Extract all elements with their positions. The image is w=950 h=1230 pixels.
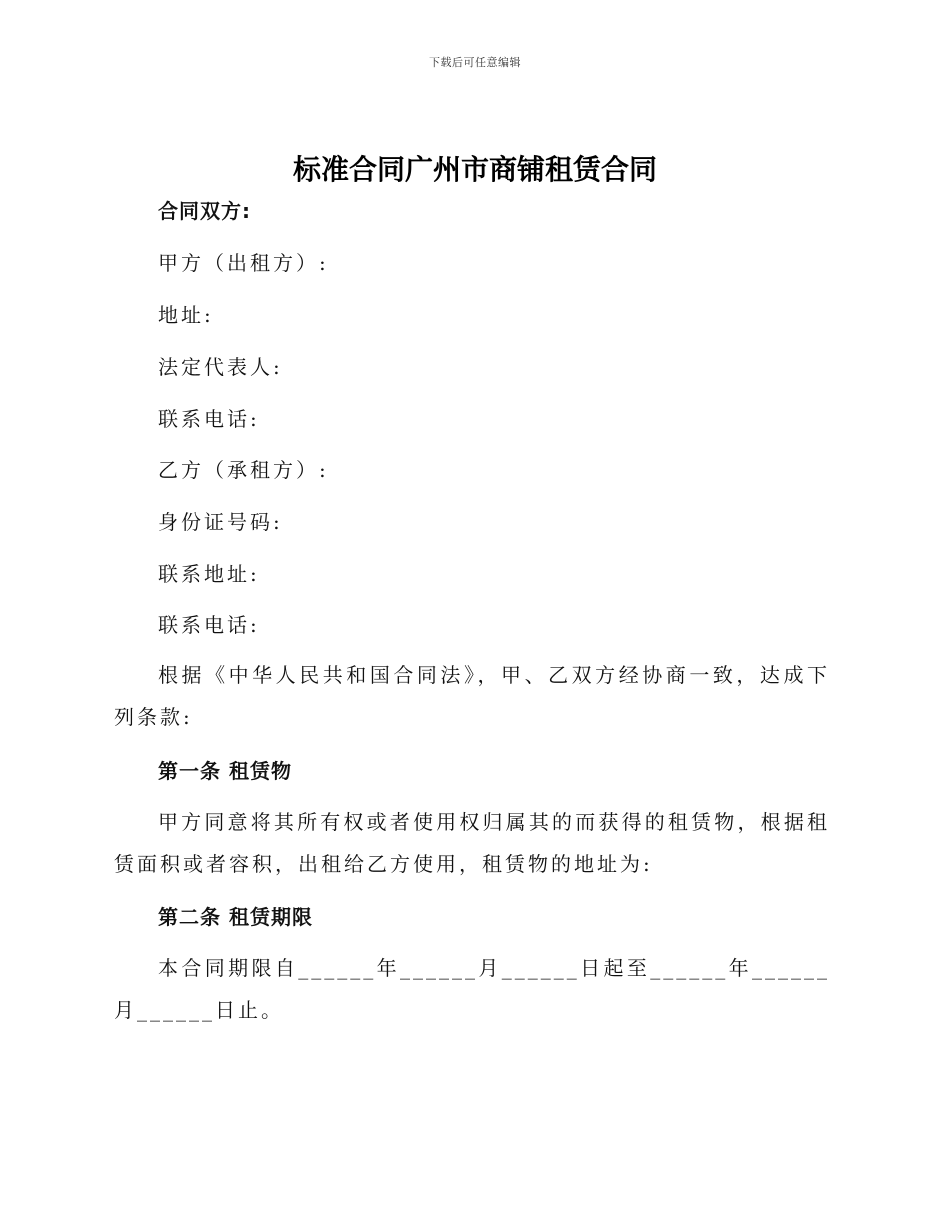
intro-paragraph: 根据《中华人民共和国合同法》，甲、乙双方经协商一致，达成下列条款: (114, 663, 830, 729)
parties-heading: 合同双方: (158, 199, 251, 223)
article-2-body: 本合同期限自______年______月______日起至______年______月______日止。 (114, 956, 830, 1022)
article-1-heading: 第一条 租赁物 (158, 759, 292, 783)
party-b-id-label: 身份证号码: (158, 510, 283, 534)
party-a-legal-rep-label: 法定代表人: (158, 355, 283, 379)
party-a-phone-label: 联系电话: (158, 407, 260, 431)
party-a-address-label: 地址: (158, 303, 214, 327)
party-a-label: 甲方（出租方）: (158, 251, 329, 275)
party-b-address-label: 联系地址: (158, 562, 260, 586)
article-1-body: 甲方同意将其所有权或者使用权归属其的而获得的租赁物，根据租赁面积或者容积，出租给乙方使用，租赁物的地址为: (114, 810, 830, 876)
document-title: 标准合同广州市商铺租赁合同 (292, 153, 657, 186)
header-note: 下载后可任意编辑 (429, 56, 521, 69)
article-2-heading: 第二条 租赁期限 (158, 905, 313, 929)
party-b-phone-label: 联系电话: (158, 613, 260, 637)
party-b-label: 乙方（承租方）: (158, 458, 329, 482)
